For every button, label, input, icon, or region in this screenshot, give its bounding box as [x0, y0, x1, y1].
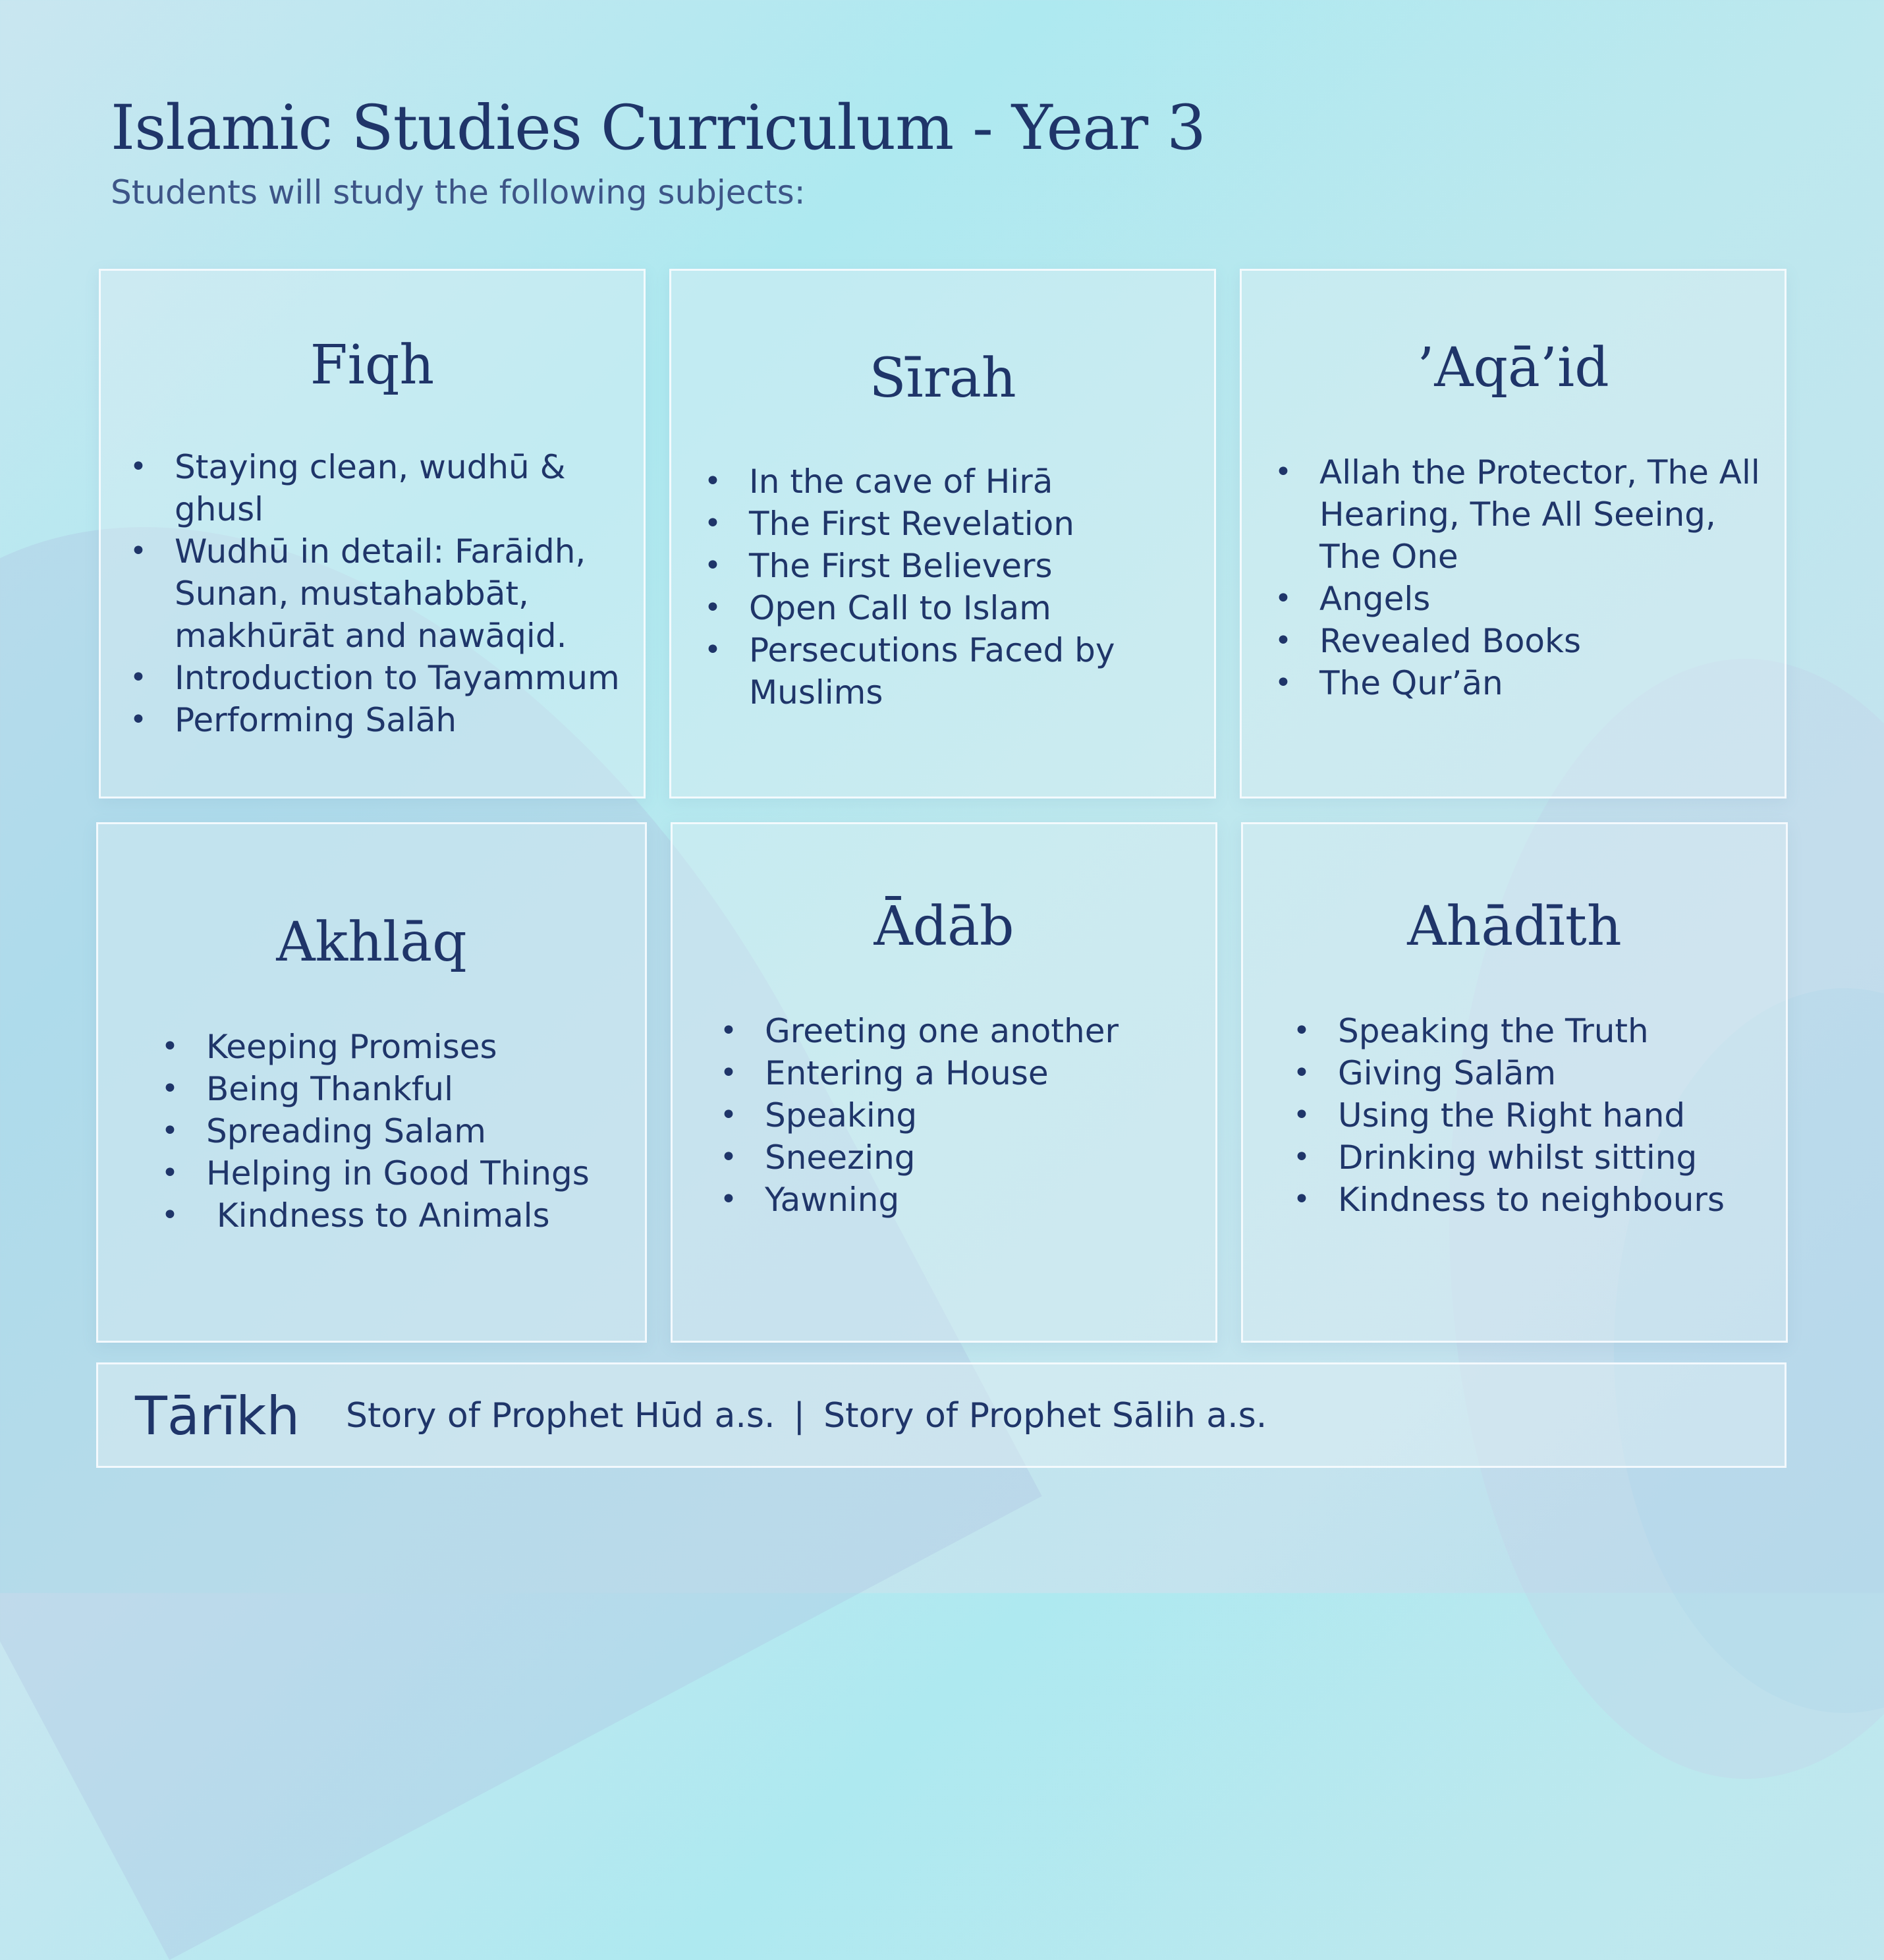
list-item: • Staying clean, wudhū & ghusl — [130, 446, 630, 530]
list-item: • The First Believers — [704, 545, 1205, 587]
tarikh-story-1: Story of Prophet Hūd a.s. — [346, 1396, 775, 1436]
list-item: • Kindness to neighbours — [1293, 1179, 1781, 1221]
list-item: • Using the Right hand — [1293, 1094, 1781, 1136]
list-item: • Spreading Salam — [161, 1110, 636, 1152]
subject-topic-list — [130, 446, 630, 741]
subject-topic-list — [720, 1010, 1207, 1221]
subject-card-aqaid — [1240, 269, 1787, 798]
subject-card-sirah — [669, 269, 1216, 798]
list-item: • Kindness to Animals — [161, 1194, 636, 1237]
list-item: • Angels — [1275, 578, 1775, 620]
subject-topic-list — [161, 1026, 636, 1237]
tarikh-story-2: Story of Prophet Sālih a.s. — [823, 1396, 1267, 1436]
list-item: • Yawning — [720, 1179, 1207, 1221]
list-item: • In the cave of Hirā — [704, 461, 1205, 503]
subject-title: Ādāb — [873, 895, 1014, 958]
list-item: • Performing Salāh — [130, 699, 630, 741]
tarikh-separator: | — [793, 1396, 806, 1436]
list-item: • Speaking the Truth — [1293, 1010, 1781, 1052]
list-item: • The Qur’ān — [1275, 662, 1775, 704]
list-item: • Helping in Good Things — [161, 1152, 636, 1194]
subject-topic-list — [1275, 451, 1775, 704]
tarikh-bar — [96, 1362, 1787, 1468]
subject-card-akhlaq — [96, 822, 647, 1343]
list-item: • Speaking — [720, 1094, 1207, 1136]
subject-card-adab — [671, 822, 1217, 1343]
list-item: • Giving Salām — [1293, 1052, 1781, 1094]
list-item: • Greeting one another — [720, 1010, 1207, 1052]
list-item: • Persecutions Faced by Muslims — [704, 629, 1205, 714]
subject-title: Fiqh — [310, 334, 435, 397]
list-item: • Keeping Promises — [161, 1026, 636, 1068]
subject-title: Ahādīth — [1407, 895, 1622, 958]
page-title: Islamic Studies Curriculum - Year 3 — [111, 92, 1205, 164]
tarikh-label: Tārīkh — [135, 1386, 300, 1447]
page-subtitle: Students will study the following subjects: — [111, 173, 806, 211]
subject-card-fiqh — [99, 269, 646, 798]
list-item: • Being Thankful — [161, 1068, 636, 1110]
list-item: • Open Call to Islam — [704, 587, 1205, 629]
page-header — [111, 92, 1205, 211]
subject-title: ’Aqā’id — [1417, 337, 1609, 399]
list-item: • The First Revelation — [704, 503, 1205, 545]
list-item: • Entering a House — [720, 1052, 1207, 1094]
subject-topic-list — [1293, 1010, 1781, 1221]
list-item: • Drinking whilst sitting — [1293, 1136, 1781, 1179]
list-item: • Revealed Books — [1275, 620, 1775, 662]
subject-title: Akhlāq — [276, 911, 467, 974]
list-item: • Introduction to Tayammum — [130, 657, 630, 699]
list-item: • Allah the Protector, The All Hearing, The All Seeing, The One — [1275, 451, 1775, 578]
tarikh-stories — [346, 1396, 1267, 1436]
subject-topic-list — [704, 461, 1205, 714]
list-item: • Sneezing — [720, 1136, 1207, 1179]
subject-card-ahadith — [1241, 822, 1788, 1343]
list-item: • Wudhū in detail: Farāidh, Sunan, mustahabbāt, makhūrāt and nawāqid. — [130, 530, 630, 657]
subject-title: Sīrah — [869, 347, 1016, 410]
